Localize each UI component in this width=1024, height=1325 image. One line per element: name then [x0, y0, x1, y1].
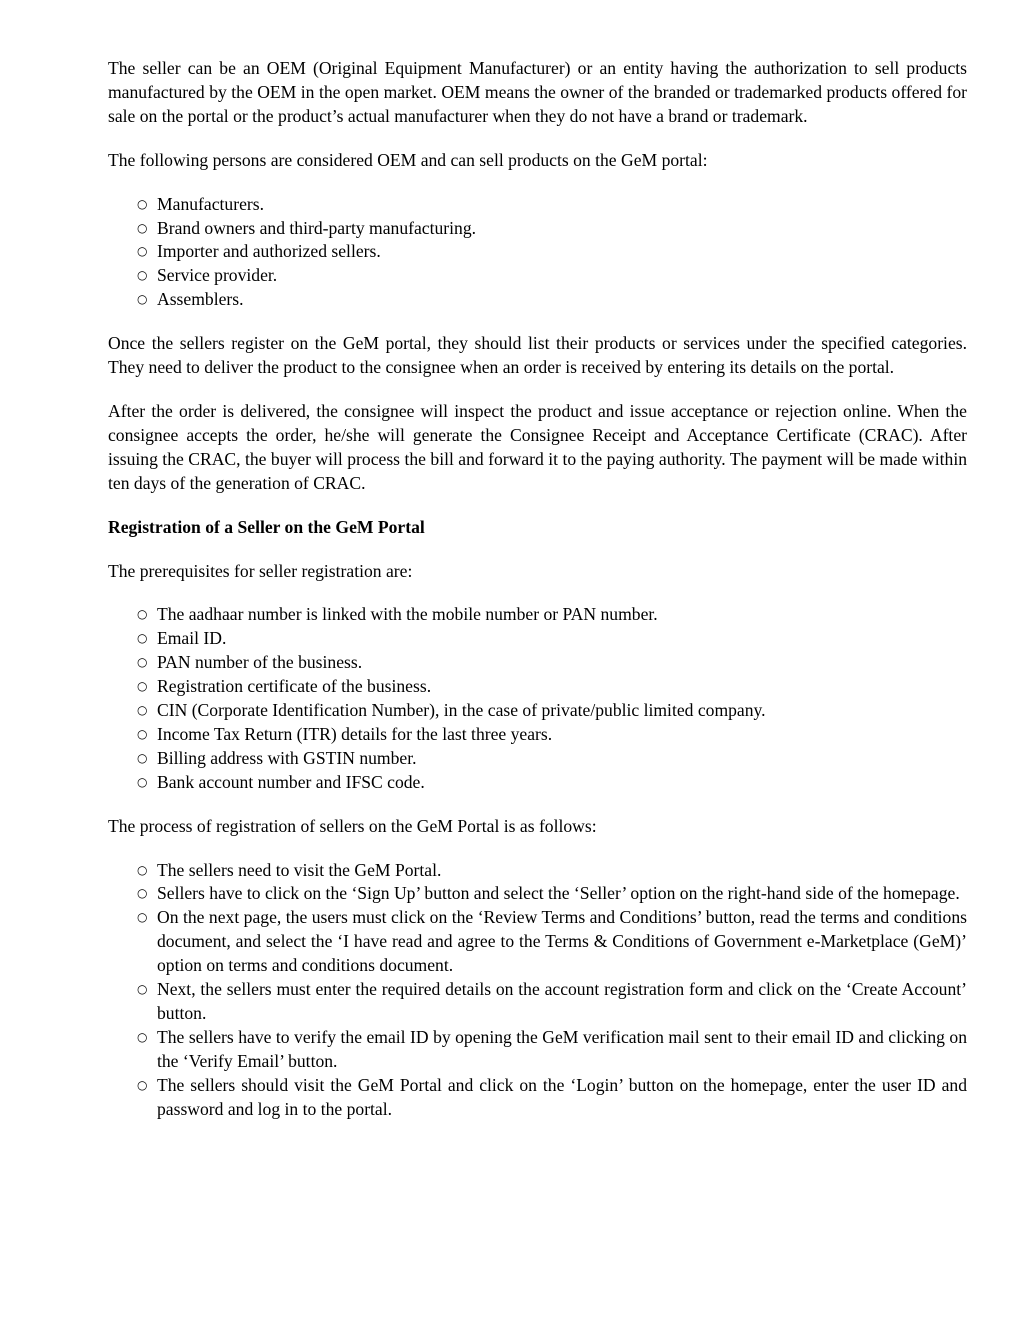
list-item-prerequisite [108, 747, 967, 771]
list-item-process-step [108, 1074, 967, 1122]
list-item-prerequisite [108, 603, 967, 627]
paragraph-oem-persons-intro: The following persons are considered OEM and can sell products on the GeM portal: [108, 149, 708, 170]
list-prerequisites [108, 603, 967, 794]
list-bullet-icon: ○ [137, 862, 148, 877]
list-bullet-icon: ○ [137, 750, 148, 765]
list-bullet-icon: ○ [137, 268, 148, 283]
list-item-text: Importer and authorized sellers. [157, 241, 381, 262]
paragraph-oem-definition: The seller can be an OEM (Original Equipment Manufacturer) or an entity having the authorization to sell products manufactured by the OEM in the open market. OEM means the owner of the branded or trademarked products offered for sale on the portal or the product’s actual manufacturer when they do not have a brand or trademark. [108, 58, 967, 126]
list-bullet-icon: ○ [137, 292, 148, 307]
list-item-text: Income Tax Return (ITR) details for the last three years. [157, 723, 553, 744]
list-bullet-icon: ○ [137, 607, 148, 622]
list-bullet-icon: ○ [137, 703, 148, 718]
paragraph-process-intro: The process of registration of sellers on the GeM Portal is as follows: [108, 815, 597, 836]
list-item-oem-person [108, 193, 967, 217]
list-item-prerequisite [108, 675, 967, 699]
list-bullet-icon: ○ [137, 886, 148, 901]
list-bullet-icon: ○ [137, 631, 148, 646]
list-item-text: Service provider. [157, 265, 278, 286]
list-item-text: Next, the sellers must enter the required details on the account registration form and click on the ‘Create Account’ button. [157, 979, 967, 1023]
list-item-text: The sellers have to verify the email ID by opening the GeM verification mail sent to their email ID and clicking on the ‘Verify Email’ button. [157, 1026, 967, 1071]
list-item-process-step [108, 978, 967, 1026]
list-item-prerequisite [108, 627, 967, 651]
list-registration-process [108, 859, 967, 1122]
list-bullet-icon: ○ [137, 1077, 148, 1092]
list-item-text: Brand owners and third-party manufacturing. [157, 217, 477, 238]
list-item-text: Bank account number and IFSC code. [157, 771, 425, 792]
list-bullet-icon: ○ [137, 196, 148, 211]
list-bullet-icon: ○ [137, 1029, 148, 1044]
list-item-prerequisite [108, 771, 967, 795]
list-item-oem-person [108, 264, 967, 288]
list-oem-persons [108, 193, 967, 313]
list-bullet-icon: ○ [137, 982, 148, 997]
list-item-text: Manufacturers. [157, 193, 264, 214]
list-bullet-icon: ○ [137, 726, 148, 741]
list-item-process-step [108, 882, 967, 906]
list-bullet-icon: ○ [137, 220, 148, 235]
list-item-text: The aadhaar number is linked with the mobile number or PAN number. [157, 604, 658, 625]
list-bullet-icon: ○ [137, 655, 148, 670]
list-bullet-icon: ○ [137, 774, 148, 789]
list-item-text: On the next page, the users must click on the ‘Review Terms and Conditions’ button, read the terms and conditions document, and select the ‘I have read and agree to the Terms & Conditions of Government e-Marketplace (GeM)’ option on terms and conditions document. [157, 907, 967, 976]
paragraph-listing-products: Once the sellers register on the GeM portal, they should list their products or services under the specified categories. They need to deliver the product to the consignee when an order is received by entering its details on the portal. [108, 333, 967, 378]
list-item-text: The sellers should visit the GeM Portal and click on the ‘Login’ button on the homepage, enter the user ID and password and log in to the portal. [157, 1074, 967, 1119]
list-item-prerequisite [108, 651, 967, 675]
document-body [108, 57, 967, 1122]
list-item-process-step [108, 1026, 967, 1074]
list-item-text: The sellers need to visit the GeM Portal. [157, 859, 442, 880]
paragraph-order-delivery: After the order is delivered, the consignee will inspect the product and issue acceptance or rejection online. When the consignee accepts the order, he/she will generate the Consignee Receipt and Acceptance Certificate (CRAC). After issuing the CRAC, the buyer will process the bill and forward it to the paying authority. The payment will be made within ten days of the generation of CRAC. [108, 400, 967, 493]
list-item-process-step [108, 859, 967, 883]
list-item-text: Assemblers. [157, 289, 244, 310]
list-item-text: Billing address with GSTIN number. [157, 747, 417, 768]
list-bullet-icon: ○ [137, 679, 148, 694]
list-item-oem-person [108, 288, 967, 312]
list-bullet-icon: ○ [137, 244, 148, 259]
list-item-text: Registration certificate of the business. [157, 676, 432, 697]
section-heading-seller-registration: Registration of a Seller on the GeM Portal [108, 516, 425, 537]
list-item-text: CIN (Corporate Identification Number), in the case of private/public limited company. [157, 700, 766, 721]
list-item-oem-person [108, 217, 967, 241]
list-item-prerequisite [108, 699, 967, 723]
list-item-text: Email ID. [157, 628, 227, 649]
list-item-text: PAN number of the business. [157, 652, 363, 673]
list-item-prerequisite [108, 723, 967, 747]
list-item-oem-person [108, 240, 967, 264]
list-item-process-step [108, 906, 967, 978]
list-item-text: Sellers have to click on the ‘Sign Up’ button and select the ‘Seller’ option on the right-hand side of the homepage. [157, 883, 960, 904]
paragraph-prerequisites-intro: The prerequisites for seller registration are: [108, 560, 413, 581]
list-bullet-icon: ○ [137, 910, 148, 925]
